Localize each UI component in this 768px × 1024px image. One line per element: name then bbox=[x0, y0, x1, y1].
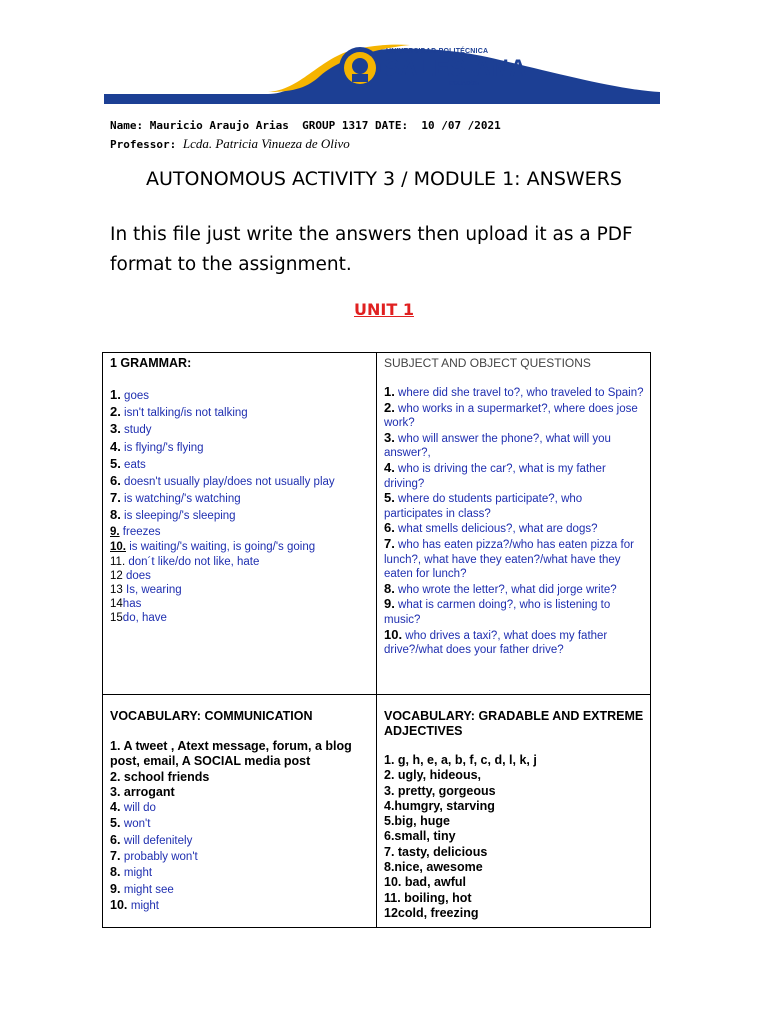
subject-question-item bbox=[384, 491, 644, 521]
vocab-adjectives-heading: VOCABULARY: GRADABLE AND EXTREME ADJECTIVES bbox=[384, 709, 644, 738]
group-value: 1317 bbox=[341, 119, 369, 132]
grammar-item-number: 5. bbox=[110, 455, 121, 471]
professor-name: Lcda. Patricia Vinueza de Olivo bbox=[182, 136, 350, 151]
answer-table bbox=[102, 352, 651, 928]
subject-questions-list bbox=[384, 385, 644, 658]
vocab-communication-item bbox=[110, 833, 370, 849]
grammar-item-answer: is flying/'s flying bbox=[124, 441, 204, 454]
subject-question-answer: where do students participate?, who participates in class? bbox=[384, 493, 583, 520]
logo-country-text: ECUADOR bbox=[449, 81, 480, 87]
subject-question-answer: who will answer the phone?, what will you answer?, bbox=[384, 432, 611, 460]
header-banner bbox=[0, 0, 768, 112]
grammar-item bbox=[110, 611, 370, 625]
vocab-adjective-item: 11. boiling, hot bbox=[384, 890, 472, 905]
vocab-adjective-item: 8.nice, awesome bbox=[384, 860, 483, 875]
vocab-communication-answer: arrogant bbox=[123, 784, 175, 799]
grammar-item-answer: freezes bbox=[122, 525, 161, 538]
subject-question-answer: where did she travel to?, who traveled to Spain? bbox=[398, 387, 644, 399]
vocab-adjective-item: 3. pretty, gorgeous bbox=[384, 783, 496, 798]
subject-question-number: 5. bbox=[384, 490, 395, 506]
vocab-communication-answer: A tweet , Atext message, forum, a blog post, email, A SOCIAL media post bbox=[110, 739, 352, 769]
university-seal-icon bbox=[338, 46, 382, 90]
subject-question-answer: what smells delicious?, what are dogs? bbox=[398, 523, 598, 536]
vocab-communication-answer: might see bbox=[123, 883, 174, 896]
grammar-item bbox=[110, 387, 370, 404]
university-logo bbox=[336, 44, 528, 96]
vocab-communication-number: 8. bbox=[110, 865, 121, 880]
date-value: 10 /07 /2021 bbox=[421, 119, 501, 132]
vocab-communication-number: 10. bbox=[110, 897, 128, 912]
subject-question-item bbox=[384, 401, 644, 431]
grammar-item bbox=[110, 540, 370, 555]
grammar-item-answer: has bbox=[122, 598, 142, 611]
grammar-item-number: 3. bbox=[110, 421, 121, 437]
document-title: AUTONOMOUS ACTIVITY 3 / MODULE 1: ANSWERS bbox=[146, 168, 622, 190]
grammar-item bbox=[110, 473, 370, 490]
subject-question-item bbox=[384, 537, 644, 582]
grammar-item-number: 8. bbox=[110, 507, 121, 523]
grammar-list bbox=[110, 387, 370, 625]
vocab-communication-number: 4. bbox=[110, 800, 121, 815]
subject-questions-heading: SUBJECT AND OBJECT QUESTIONS bbox=[384, 356, 591, 370]
vocab-adjective-item: 2. ugly, hideous, bbox=[384, 768, 482, 783]
subject-question-number: 2. bbox=[384, 399, 395, 415]
grammar-item-answer: goes bbox=[124, 390, 149, 402]
vocab-communication-answer: will defenitely bbox=[123, 834, 193, 847]
professor-label: Professor: bbox=[110, 138, 177, 151]
grammar-item-answer: eats bbox=[124, 458, 146, 471]
grammar-item-number: 6. bbox=[110, 473, 121, 489]
vocab-communication-answer: might bbox=[123, 867, 153, 880]
grammar-item-number: 9. bbox=[110, 525, 120, 538]
vocab-adjective-item: 4.humgry, starving bbox=[384, 798, 495, 813]
grammar-item bbox=[110, 439, 370, 456]
grammar-item-answer: study bbox=[124, 424, 152, 437]
subject-questions-cell bbox=[377, 353, 650, 695]
vocab-communication-number: 7. bbox=[110, 849, 121, 864]
subject-question-answer: who drives a taxi?, what does my father drive?/what does your father drive? bbox=[384, 629, 608, 657]
subject-question-number: 10. bbox=[384, 626, 403, 642]
subject-question-item bbox=[384, 521, 644, 537]
logo-name-text: SALESIANA bbox=[384, 55, 528, 82]
vocab-adjective-item: 1. g, h, e, a, b, f, c, d, l, k, j bbox=[384, 753, 537, 767]
name-label: Name: bbox=[110, 119, 144, 132]
vocab-adjective-item: 12cold, freezing bbox=[384, 905, 479, 920]
grammar-item-number: 15 bbox=[110, 612, 123, 625]
grammar-item-answer: is watching/'s watching bbox=[124, 493, 241, 506]
grammar-item-number: 4. bbox=[110, 438, 121, 454]
subject-question-number: 4. bbox=[384, 459, 395, 475]
grammar-item-number: 13 bbox=[110, 584, 123, 597]
grammar-item-answer: do, have bbox=[122, 612, 167, 625]
logo-university-text: UNIVERSIDAD POLITÉCNICA bbox=[386, 48, 489, 55]
vocab-adjective-item: 5.big, huge bbox=[384, 814, 450, 829]
date-label: DATE: bbox=[374, 119, 409, 132]
subject-question-number: 6. bbox=[384, 520, 395, 536]
subject-question-number: 9. bbox=[384, 596, 395, 612]
vocab-communication-number: 3. bbox=[110, 784, 121, 799]
grammar-item bbox=[110, 490, 370, 507]
group-label: GROUP bbox=[302, 119, 336, 132]
grammar-item bbox=[110, 404, 370, 421]
grammar-item bbox=[110, 507, 370, 524]
grammar-item-number: 2. bbox=[110, 404, 121, 420]
grammar-item-number: 10. bbox=[110, 540, 126, 553]
grammar-item-answer: doesn't usually play/does not usually play bbox=[124, 476, 335, 489]
vocab-communication-number: 2. bbox=[110, 769, 121, 784]
subject-question-answer: who wrote the letter?, what did jorge write? bbox=[398, 583, 617, 596]
subject-question-item bbox=[384, 597, 644, 627]
grammar-item bbox=[110, 569, 370, 583]
grammar-item bbox=[110, 555, 370, 569]
vocab-adjectives-cell bbox=[377, 695, 650, 927]
subject-question-item bbox=[384, 628, 644, 658]
professor-line bbox=[110, 136, 350, 152]
grammar-item-number: 11. bbox=[110, 556, 126, 569]
vocab-communication-answer: will do bbox=[123, 802, 156, 815]
subject-question-item bbox=[384, 385, 644, 401]
grammar-item-number: 12 bbox=[110, 570, 123, 583]
grammar-item-answer: is waiting/'s waiting, is going/'s going bbox=[129, 540, 316, 553]
vocab-communication-answer: won't bbox=[123, 818, 151, 831]
grammar-item bbox=[110, 525, 370, 540]
grammar-item-number: 7. bbox=[110, 490, 121, 506]
subject-question-answer: who has eaten pizza?/who has eaten pizza for lunch?, what have they eaten?/what have they eaten for lunch? bbox=[384, 538, 634, 581]
subject-question-number: 1. bbox=[384, 384, 395, 399]
vocab-communication-list bbox=[110, 739, 370, 914]
instructions-text: In this file just write the answers then upload it as a PDF format to the assignment. bbox=[110, 224, 633, 275]
vocab-communication-item bbox=[110, 865, 370, 881]
vocab-communication-cell bbox=[103, 695, 377, 927]
vocab-communication-number: 1. bbox=[110, 739, 121, 753]
grammar-item-number: 1. bbox=[110, 387, 121, 402]
unit-heading: UNIT 1 bbox=[354, 300, 414, 319]
vocab-communication-item bbox=[110, 816, 370, 832]
vocab-adjective-item: 10. bad, awful bbox=[384, 875, 466, 890]
vocab-communication-item bbox=[110, 849, 370, 865]
vocab-communication-answer: school friends bbox=[123, 769, 210, 784]
vocab-communication-number: 9. bbox=[110, 881, 121, 896]
grammar-item bbox=[110, 421, 370, 438]
subject-question-number: 8. bbox=[384, 580, 395, 596]
name-value: Mauricio Araujo Arias bbox=[149, 119, 289, 132]
subject-question-item bbox=[384, 461, 644, 491]
subject-question-item bbox=[384, 582, 644, 598]
vocab-communication-item bbox=[110, 882, 370, 898]
vocab-communication-answer: probably won't bbox=[123, 851, 198, 864]
grammar-item-answer: don´t like/do not like, hate bbox=[128, 556, 260, 569]
subject-question-answer: what is carmen doing?, who is listening to music? bbox=[384, 599, 611, 626]
grammar-item-answer: Is, wearing bbox=[126, 584, 182, 597]
grammar-item-answer: isn't talking/is not talking bbox=[124, 407, 248, 420]
subject-question-item bbox=[384, 431, 644, 461]
vocab-adjective-item: 7. tasty, delicious bbox=[384, 844, 488, 859]
grammar-item bbox=[110, 597, 370, 611]
grammar-heading: 1 GRAMMAR: bbox=[110, 356, 192, 370]
grammar-item-answer: does bbox=[126, 570, 151, 583]
vocab-communication-number: 6. bbox=[110, 832, 121, 847]
grammar-item bbox=[110, 583, 370, 597]
student-info-line bbox=[110, 119, 501, 132]
subject-question-number: 7. bbox=[384, 535, 395, 551]
vocab-adjectives-list bbox=[384, 753, 644, 921]
vocab-communication-item bbox=[110, 770, 370, 785]
vocab-adjective-item: 6.small, tiny bbox=[384, 829, 456, 844]
vocab-communication-heading: VOCABULARY: COMMUNICATION bbox=[110, 709, 313, 723]
vocab-communication-item bbox=[110, 739, 370, 770]
grammar-item-number: 14 bbox=[110, 598, 123, 611]
vocab-communication-number: 5. bbox=[110, 816, 121, 831]
subject-question-answer: who is driving the car?, what is my father driving? bbox=[384, 462, 606, 490]
vocab-communication-item bbox=[110, 898, 370, 914]
vocab-communication-item bbox=[110, 785, 370, 800]
grammar-item bbox=[110, 456, 370, 473]
grammar-item-answer: is sleeping/'s sleeping bbox=[124, 510, 236, 523]
grammar-cell bbox=[103, 353, 377, 695]
subject-question-number: 3. bbox=[384, 429, 395, 445]
vocab-communication-item bbox=[110, 800, 370, 816]
subject-question-answer: who works in a supermarket?, where does jose work? bbox=[384, 402, 638, 430]
vocab-communication-answer: might bbox=[130, 899, 159, 912]
